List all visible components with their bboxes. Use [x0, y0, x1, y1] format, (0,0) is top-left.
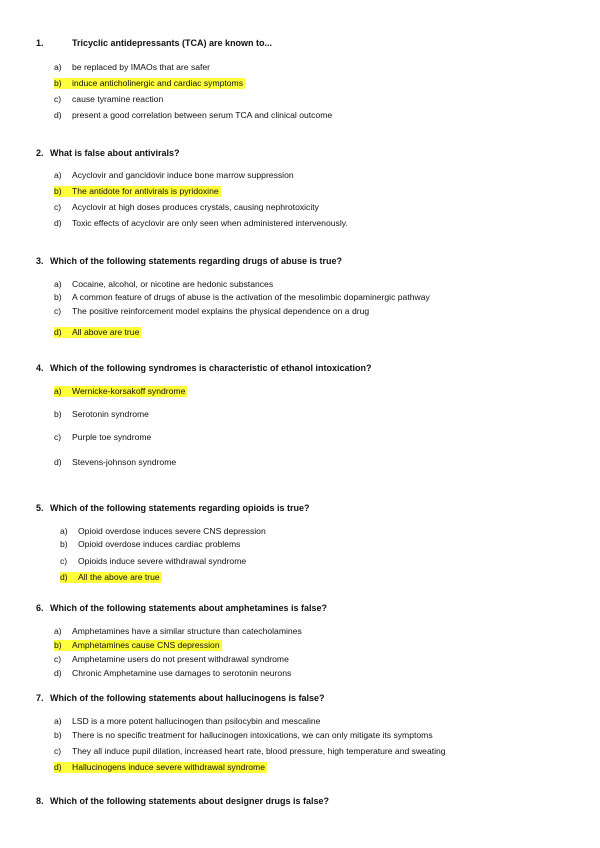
question-number: 6. [36, 603, 44, 613]
option-6b-highlighted: b) Amphetamines cause CNS depression [54, 640, 220, 650]
option-4a-highlighted: a) Wernicke-korsakoff syndrome [54, 386, 186, 396]
option-5d-highlighted: d) All the above are true [60, 572, 160, 582]
question-number: 5. [36, 503, 44, 513]
question-number: 4. [36, 363, 44, 373]
option-1d: d) present a good correlation between serum TCA and clinical outcome [54, 110, 333, 120]
option-7b: b) There is no specific treatment for hallucinogen intoxications, we can only mitigate its symptoms [54, 730, 433, 740]
option-1c: c) cause tyramine reaction [54, 94, 164, 104]
question-1 [36, 38, 272, 48]
option-2b-highlighted: b) The antidote for antivirals is pyridoxine [54, 186, 219, 196]
question-3 [36, 256, 342, 266]
option-2c: c) Acyclovir at high doses produces crystals, causing nephrotoxicity [54, 202, 319, 212]
option-2a: a) Acyclovir and gancidovir induce bone marrow suppression [54, 170, 294, 180]
question-number: 1. [36, 38, 44, 48]
option-5c: c) Opioids induce severe withdrawal syndrome [60, 556, 247, 566]
option-7a: a) LSD is a more potent hallucinogen than psilocybin and mescaline [54, 716, 321, 726]
question-2 [36, 148, 180, 158]
option-3a: a) Cocaine, alcohol, or nicotine are hedonic substances [54, 279, 274, 289]
option-1a: a) be replaced by IMAOs that are safer [54, 62, 211, 72]
option-7c: c) They all induce pupil dilation, increased heart rate, blood pressure, high temperature and sweating [54, 746, 446, 756]
question-6 [36, 603, 327, 613]
question-number: 2. [36, 148, 44, 158]
question-text: Which of the following statements about amphetamines is false? [50, 603, 328, 613]
option-4d: d) Stevens-johnson syndrome [54, 457, 177, 467]
question-text: Which of the following statements about hallucinogens is false? [50, 693, 325, 703]
question-text: What is false about antivirals? [50, 148, 180, 158]
question-8 [36, 796, 329, 806]
question-7 [36, 693, 325, 703]
question-text: Which of the following statements regarding drugs of abuse is true? [50, 256, 343, 266]
question-text: Which of the following statements regarding opioids is true? [50, 503, 310, 513]
option-6d: d) Chronic Amphetamine use damages to serotonin neurons [54, 668, 292, 678]
option-2d: d) Toxic effects of acyclovir are only seen when administered intervenously. [54, 218, 348, 228]
option-4c: c) Purple toe syndrome [54, 432, 152, 442]
question-text: Tricyclic antidepressants (TCA) are known to... [72, 38, 273, 48]
question-4 [36, 363, 372, 373]
option-5b: b) Opioid overdose induces cardiac problems [60, 539, 241, 549]
question-number: 3. [36, 256, 44, 266]
option-3d-highlighted: d) All above are true [54, 327, 140, 337]
option-3c: c) The positive reinforcement model explains the physical dependence on a drug [54, 306, 370, 316]
question-text: Which of the following statements about designer drugs is false? [50, 796, 330, 806]
option-3b: b) A common feature of drugs of abuse is the activation of the mesolimbic dopaminergic pathway [54, 292, 430, 302]
question-number: 7. [36, 693, 44, 703]
option-1b-highlighted: b) induce anticholinergic and cardiac symptoms [54, 78, 244, 88]
question-number: 8. [36, 796, 44, 806]
option-6c: c) Amphetamine users do not present withdrawal syndrome [54, 654, 289, 664]
option-5a: a) Opioid overdose induces severe CNS depression [60, 526, 266, 536]
question-5 [36, 503, 310, 513]
option-7d-highlighted: d) Hallucinogens induce severe withdrawal syndrome [54, 762, 265, 772]
option-6a: a) Amphetamines have a similar structure than catecholamines [54, 626, 302, 636]
question-text: Which of the following syndromes is characteristic of ethanol intoxication? [50, 363, 372, 373]
option-4b: b) Serotonin syndrome [54, 409, 149, 419]
